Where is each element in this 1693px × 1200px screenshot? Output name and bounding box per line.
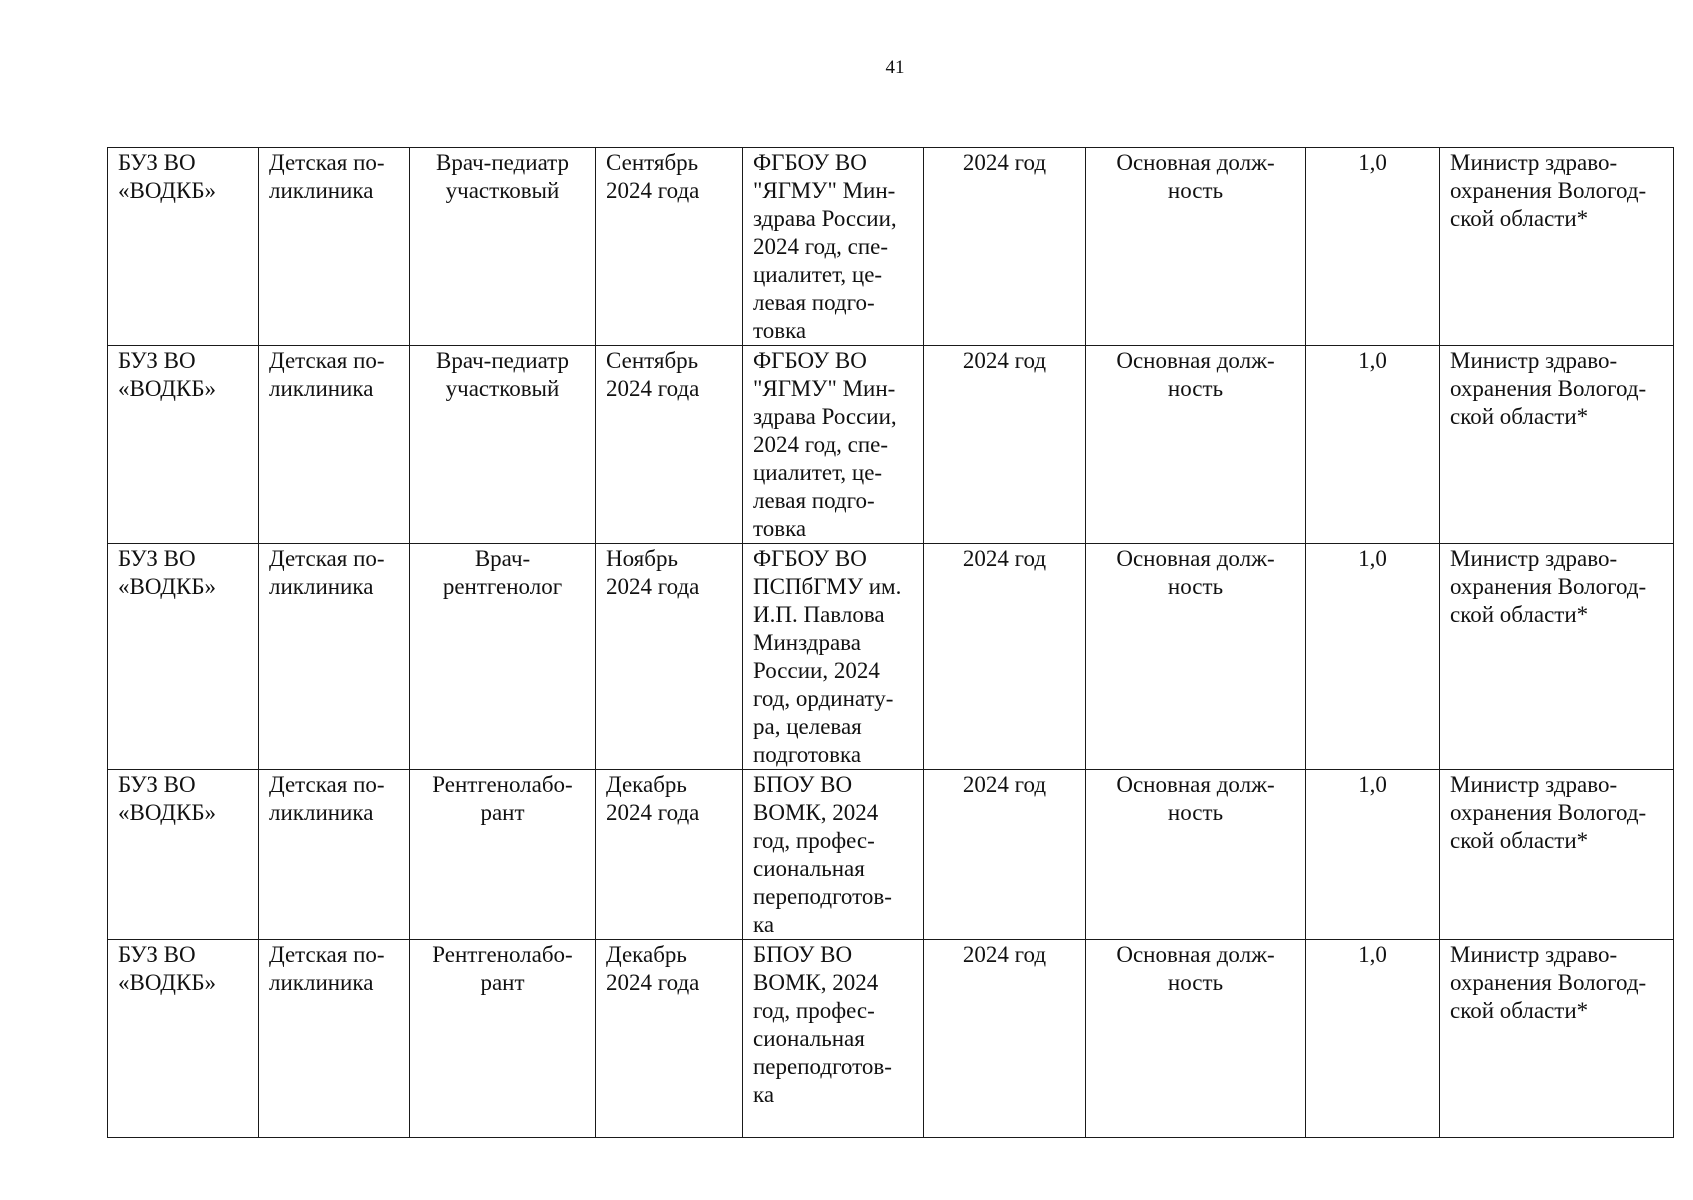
department-cell: [259, 148, 410, 346]
position-type-cell: [1086, 544, 1306, 770]
responsible-text: Министр здраво- охранения Вологод- ской области*: [1450, 546, 1647, 627]
position-type-text: Основная долж- ность: [1116, 546, 1275, 599]
rate-text: 1,0: [1358, 772, 1387, 797]
position-cell: [410, 770, 596, 940]
table-row: [108, 940, 1674, 1138]
year-text: 2024 год: [962, 150, 1047, 175]
position-type-text: Основная долж- ность: [1116, 150, 1275, 203]
rate-text: 1,0: [1358, 150, 1387, 175]
responsible-text: Министр здраво- охранения Вологод- ской области*: [1450, 942, 1647, 1023]
year-text: 2024 год: [962, 546, 1047, 571]
organization-text: БУЗ ВО «ВОДКБ»: [118, 772, 217, 825]
position-cell: [410, 544, 596, 770]
organization-cell: [108, 770, 259, 940]
position-text: Рентгенолабо- рант: [432, 942, 573, 995]
organization-cell: [108, 940, 259, 1138]
year-cell: [924, 544, 1086, 770]
organization-text: БУЗ ВО «ВОДКБ»: [118, 942, 217, 995]
position-type-text: Основная долж- ность: [1116, 772, 1275, 825]
rate-cell: [1306, 148, 1440, 346]
position-text: Рентгенолабо- рант: [432, 772, 573, 825]
education-cell: [743, 770, 924, 940]
education-text: БПОУ ВО ВОМК, 2024 год, профес- сиональная переподготов- ка: [753, 772, 892, 937]
table-row: [108, 770, 1674, 940]
responsible-cell: [1440, 148, 1674, 346]
page-number: 41: [885, 57, 905, 78]
organization-cell: [108, 148, 259, 346]
date-text: Ноябрь 2024 года: [606, 546, 700, 599]
date-text: Сентябрь 2024 года: [606, 348, 700, 401]
table-row: [108, 346, 1674, 544]
organization-text: БУЗ ВО «ВОДКБ»: [118, 348, 217, 401]
position-type-cell: [1086, 148, 1306, 346]
department-cell: [259, 770, 410, 940]
table-row: [108, 544, 1674, 770]
rate-text: 1,0: [1358, 942, 1387, 967]
position-text: Врач- рентгенолог: [442, 546, 563, 599]
education-cell: [743, 346, 924, 544]
position-type-cell: [1086, 770, 1306, 940]
position-cell: [410, 940, 596, 1138]
responsible-cell: [1440, 940, 1674, 1138]
rate-cell: [1306, 346, 1440, 544]
organization-cell: [108, 346, 259, 544]
date-text: Сентябрь 2024 года: [606, 150, 700, 203]
department-text: Детская по- ликлиника: [269, 772, 385, 825]
year-cell: [924, 940, 1086, 1138]
date-cell: [596, 346, 743, 544]
department-cell: [259, 940, 410, 1138]
department-text: Детская по- ликлиника: [269, 546, 385, 599]
department-text: Детская по- ликлиника: [269, 348, 385, 401]
organization-text: БУЗ ВО «ВОДКБ»: [118, 150, 217, 203]
position-type-cell: [1086, 346, 1306, 544]
year-cell: [924, 346, 1086, 544]
organization-text: БУЗ ВО «ВОДКБ»: [118, 546, 217, 599]
responsible-cell: [1440, 544, 1674, 770]
responsible-cell: [1440, 346, 1674, 544]
education-text: ФГБОУ ВО "ЯГМУ" Мин- здрава России, 2024 год, спе- циалитет, це- левая подго- товка: [753, 348, 897, 541]
date-cell: [596, 770, 743, 940]
date-cell: [596, 148, 743, 346]
date-text: Декабрь 2024 года: [606, 772, 700, 825]
rate-text: 1,0: [1358, 348, 1387, 373]
education-cell: [743, 544, 924, 770]
responsible-text: Министр здраво- охранения Вологод- ской области*: [1450, 348, 1647, 429]
year-cell: [924, 148, 1086, 346]
education-cell: [743, 148, 924, 346]
year-text: 2024 год: [962, 348, 1047, 373]
year-text: 2024 год: [962, 772, 1047, 797]
date-text: Декабрь 2024 года: [606, 942, 700, 995]
table-row: [108, 148, 1674, 346]
responsible-text: Министр здраво- охранения Вологод- ской области*: [1450, 150, 1647, 231]
responsible-text: Министр здраво- охранения Вологод- ской области*: [1450, 772, 1647, 853]
position-type-text: Основная долж- ность: [1116, 942, 1275, 995]
department-text: Детская по- ликлиника: [269, 942, 385, 995]
rate-cell: [1306, 544, 1440, 770]
education-cell: [743, 940, 924, 1138]
responsible-cell: [1440, 770, 1674, 940]
education-text: ФГБОУ ВО ПСПбГМУ им. И.П. Павлова Минздрава России, 2024 год, ординату- ра, целевая подготовка: [753, 546, 902, 767]
rate-text: 1,0: [1358, 546, 1387, 571]
position-text: Врач-педиатр участковый: [435, 150, 570, 203]
year-cell: [924, 770, 1086, 940]
position-cell: [410, 346, 596, 544]
staffing-table: [107, 147, 1674, 1138]
education-text: БПОУ ВО ВОМК, 2024 год, профес- сиональная переподготов- ка: [753, 942, 892, 1107]
position-text: Врач-педиатр участковый: [435, 348, 570, 401]
organization-cell: [108, 544, 259, 770]
year-text: 2024 год: [962, 942, 1047, 967]
education-text: ФГБОУ ВО "ЯГМУ" Мин- здрава России, 2024 год, спе- циалитет, це- левая подго- товка: [753, 150, 897, 343]
date-cell: [596, 940, 743, 1138]
position-cell: [410, 148, 596, 346]
date-cell: [596, 544, 743, 770]
department-text: Детская по- ликлиника: [269, 150, 385, 203]
rate-cell: [1306, 770, 1440, 940]
position-type-cell: [1086, 940, 1306, 1138]
position-type-text: Основная долж- ность: [1116, 348, 1275, 401]
rate-cell: [1306, 940, 1440, 1138]
department-cell: [259, 346, 410, 544]
department-cell: [259, 544, 410, 770]
